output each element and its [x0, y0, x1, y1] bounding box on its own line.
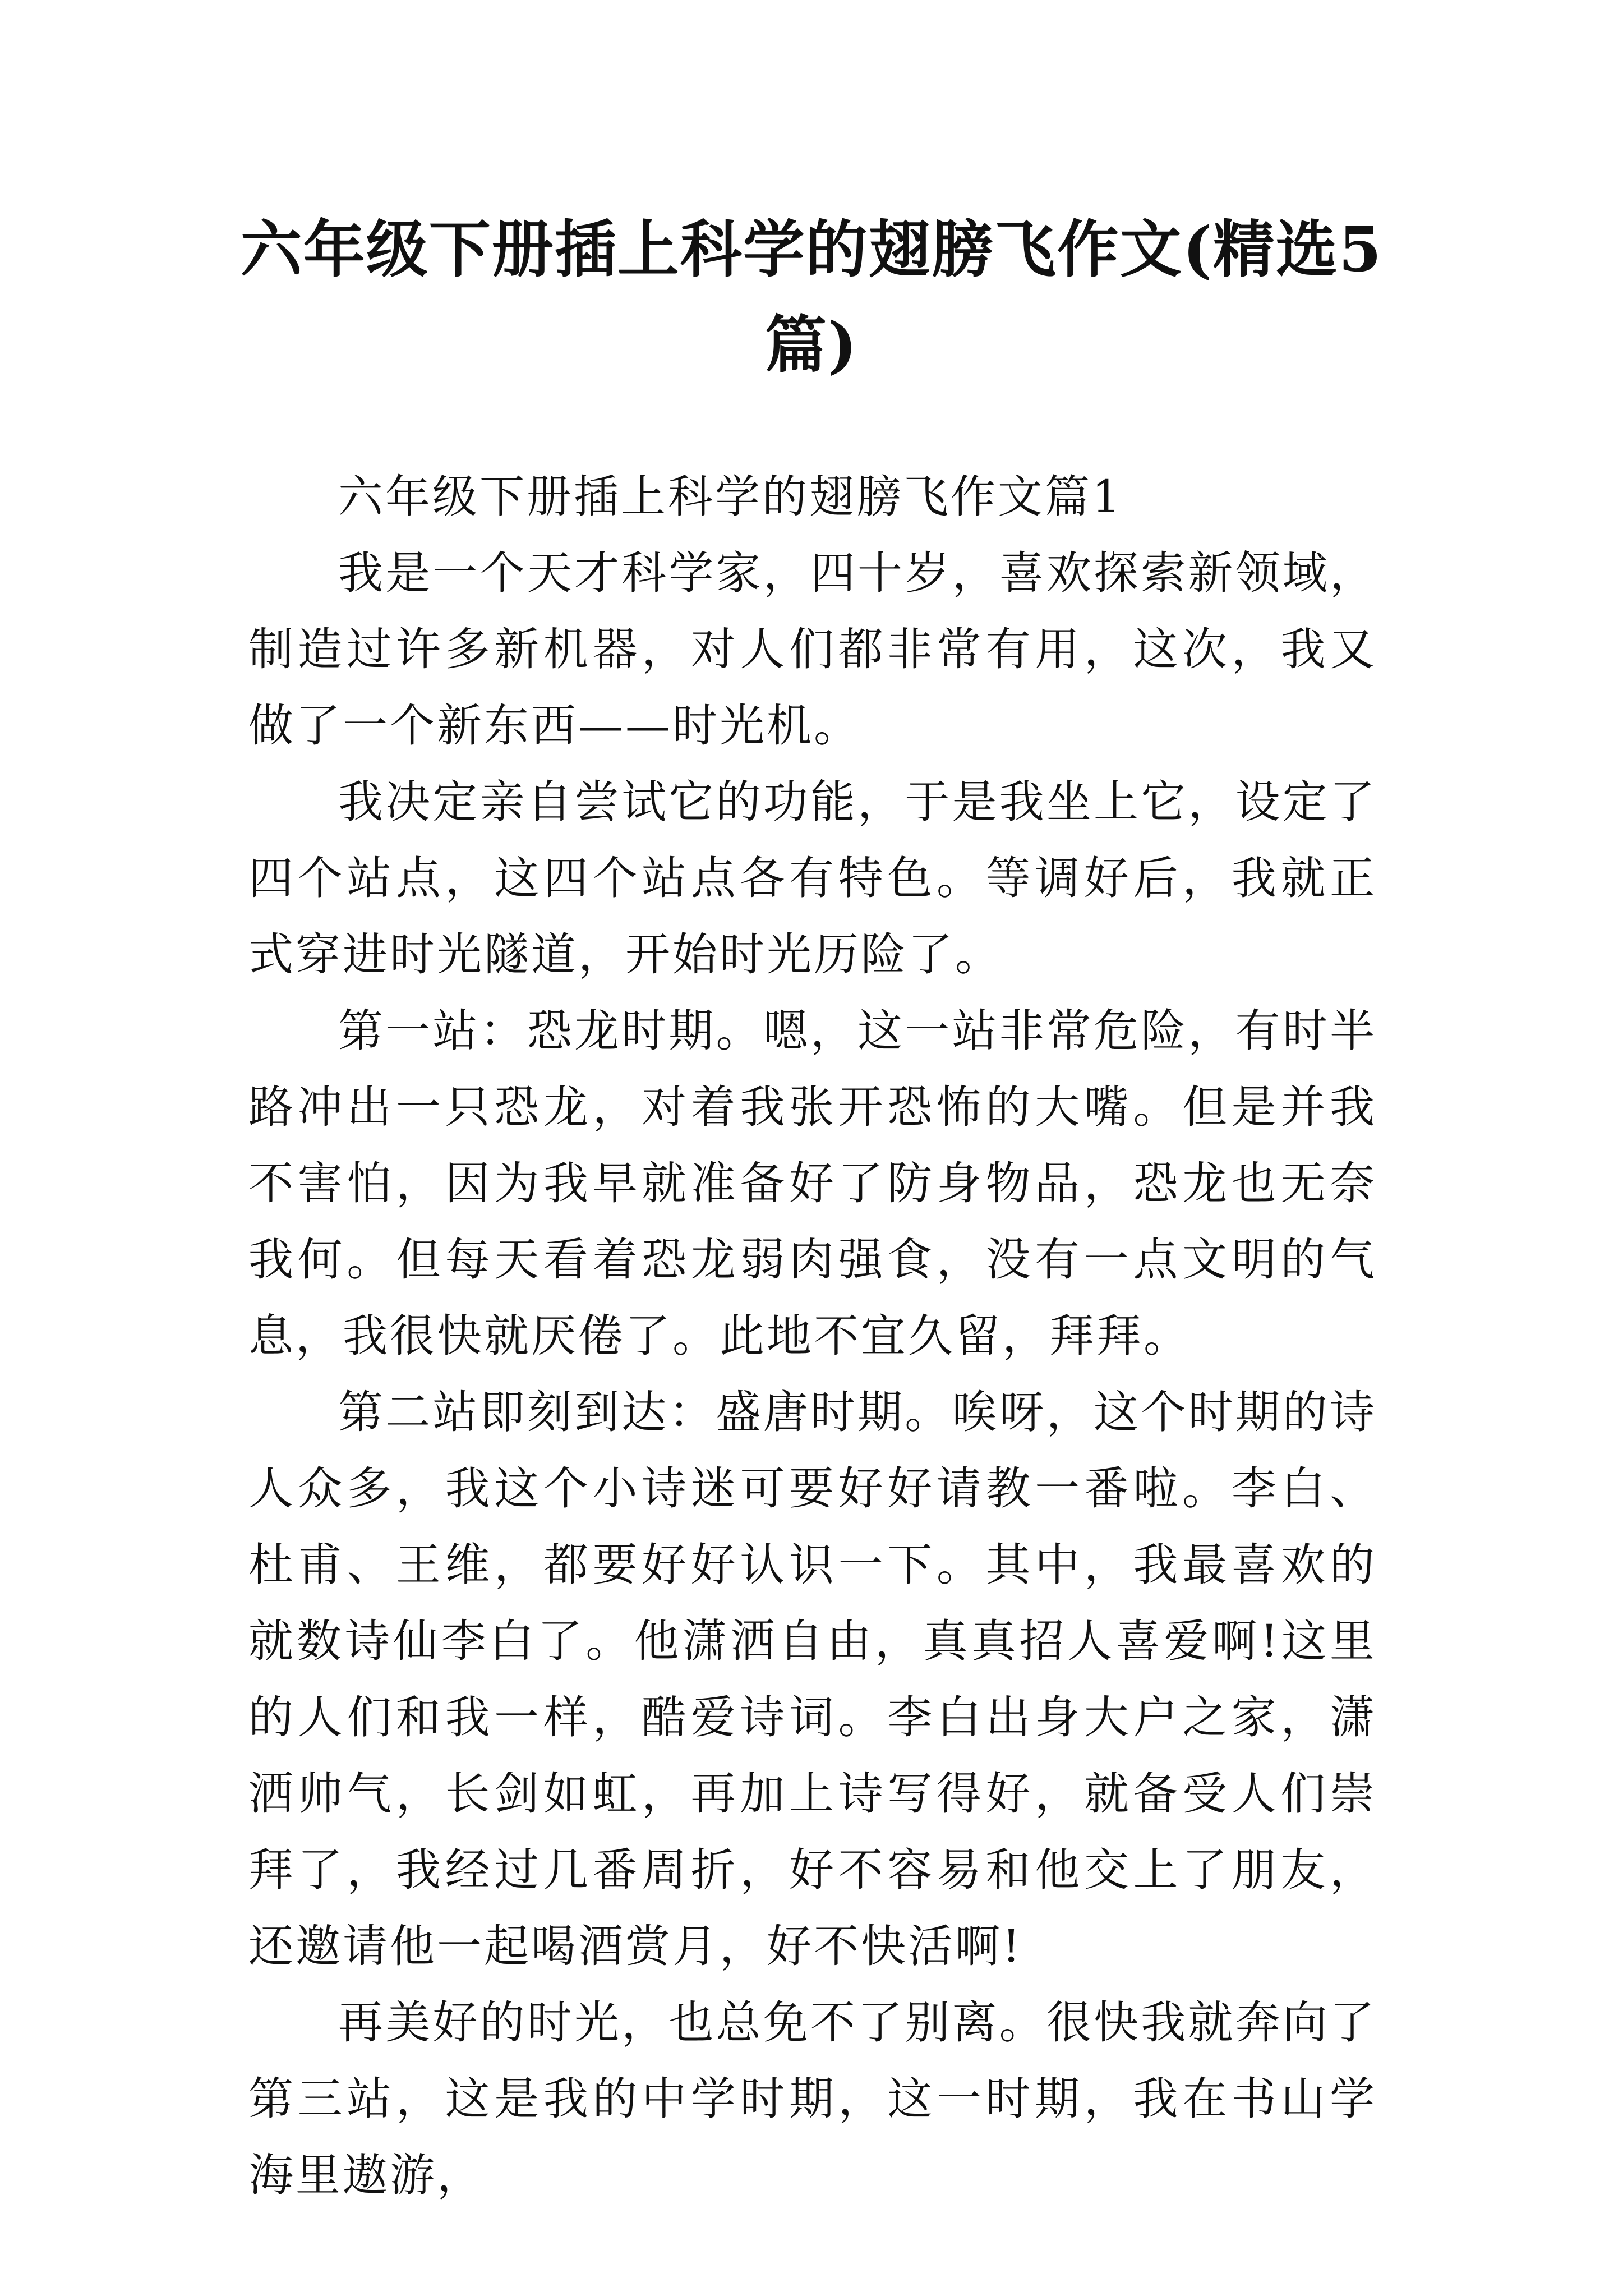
document-title: 六年级下册插上科学的翅膀飞作文(精选5篇): [240, 213, 1383, 381]
paragraph: 再美好的时光，也总免不了别离。很快我就奔向了第三站，这是我的中学时期，这一时期，我在书山学海里遨游，: [248, 1996, 1377, 2201]
paragraph: 我是一个天才科学家，四十岁，喜欢探索新领域，制造过许多新机器，对人们都非常有用，这次，我又做了一个新东西——时光机。: [248, 547, 1377, 752]
essay-heading: 六年级下册插上科学的翅膀飞作文篇1: [338, 471, 1123, 523]
paragraph: 第二站即刻到达：盛唐时期。唉呀，这个时期的诗人众多，我这个小诗迷可要好好请教一番啦。李白、杜甫、王维，都要好好认识一下。其中，我最喜欢的就数诗仙李白了。他潇洒自由，真真招人喜爱啊!这里的人们和我一样，酷爱诗词。李白出身大户之家，潇洒帅气，长剑如虹，再加上诗写得好，就备受人们崇拜了，我经过几番周折，好不容易和他交上了朋友，还邀请他一起喝酒赏月，好不快活啊!: [248, 1386, 1377, 1972]
document-body: [248, 459, 1377, 2214]
paragraph: 第一站：恐龙时期。嗯，这一站非常危险，有时半路冲出一只恐龙，对着我张开恐怖的大嘴。但是并我不害怕，因为我早就准备好了防身物品，恐龙也无奈我何。但每天看着恐龙弱肉强食，没有一点文明的气息，我很快就厌倦了。此地不宜久留，拜拜。: [248, 1005, 1377, 1362]
paragraph: 我决定亲自尝试它的功能，于是我坐上它，设定了四个站点，这四个站点各有特色。等调好后，我就正式穿进时光隧道，开始时光历险了。: [248, 776, 1377, 981]
